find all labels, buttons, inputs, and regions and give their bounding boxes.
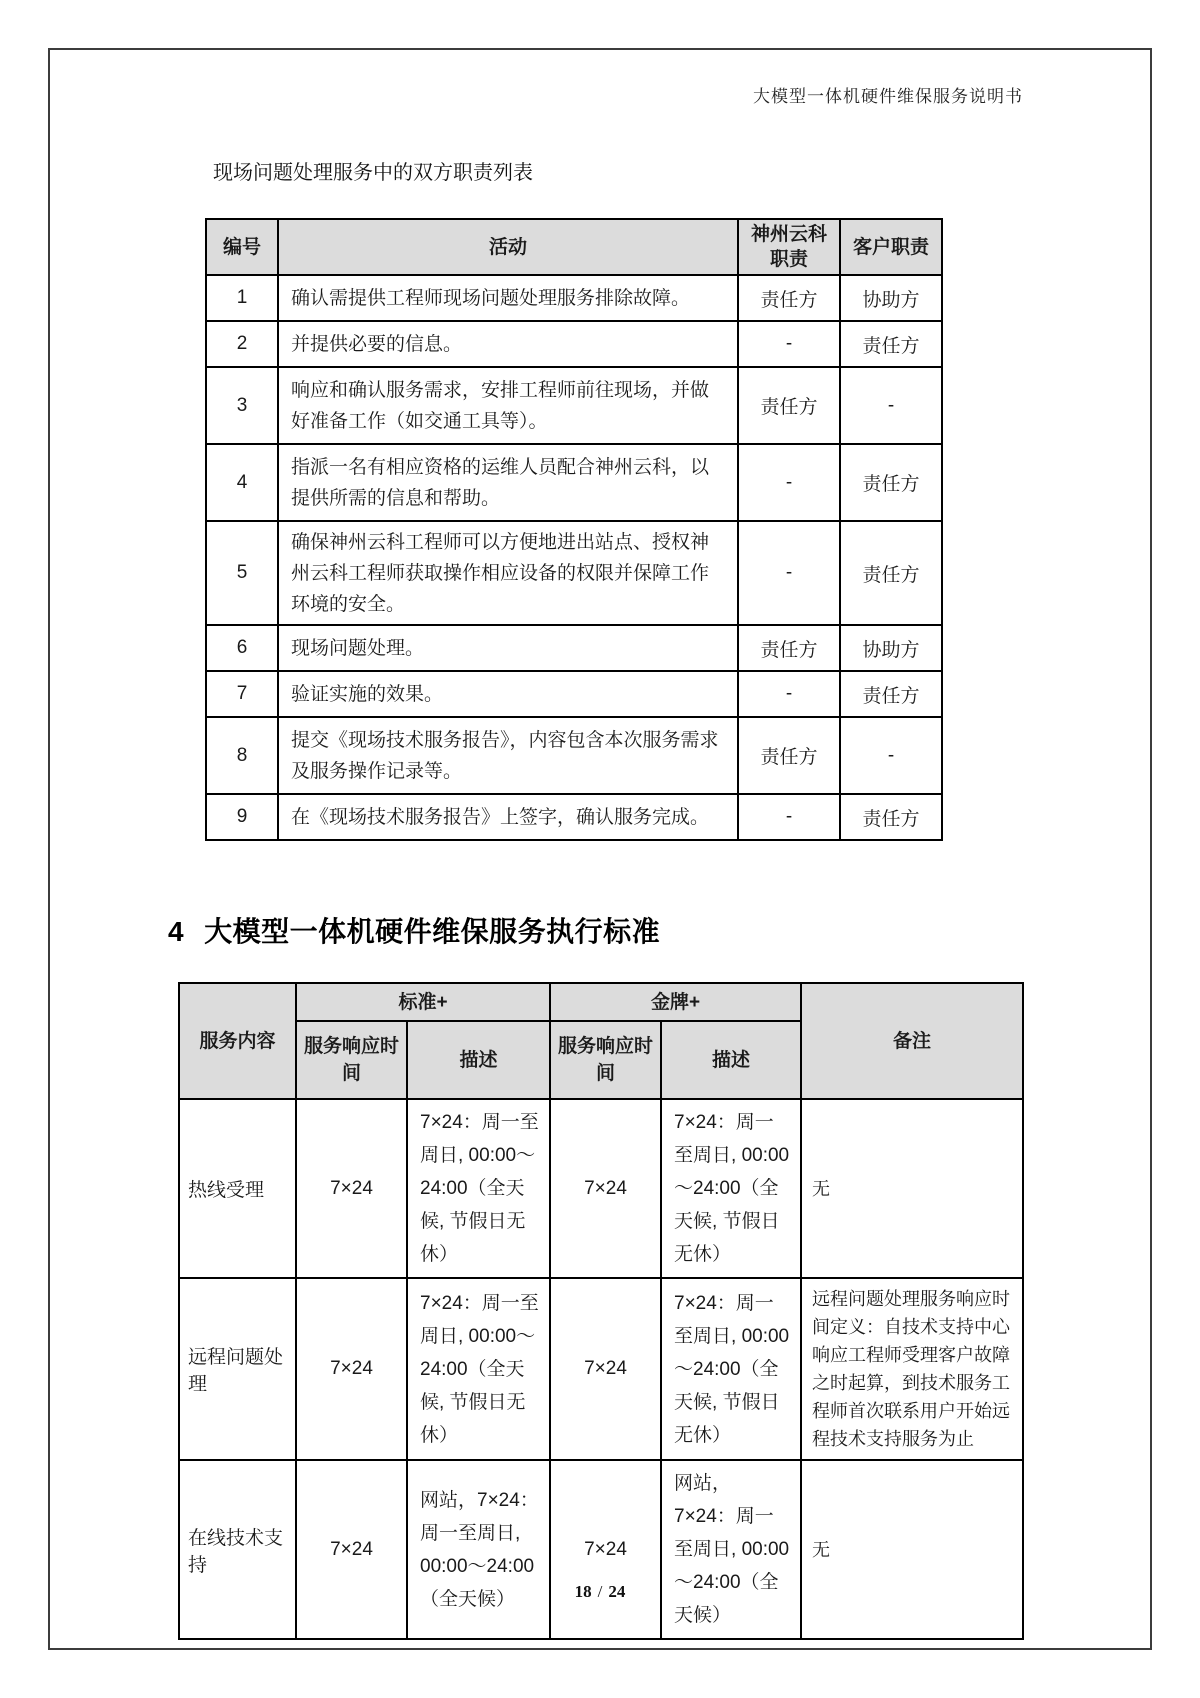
table-row xyxy=(206,367,942,444)
cell-no: 6 xyxy=(206,625,278,671)
cell-activity: 确保神州云科工程师可以方便地进出站点、授权神州云科工程师获取操作相应设备的权限并保障工作环境的安全。 xyxy=(278,521,738,625)
cell-customer-duty: 协助方 xyxy=(840,625,942,671)
section-number: 4 xyxy=(168,916,185,947)
col-header-std-description: 描述 xyxy=(407,1021,550,1099)
cell-customer-duty: 协助方 xyxy=(840,275,942,321)
cell-gold-desc: 7×24：周一至周日, 00:00～24:00（全天候, 节假日无休） xyxy=(661,1278,801,1460)
col-header-customer-duty: 客户职责 xyxy=(840,219,942,275)
cell-no: 1 xyxy=(206,275,278,321)
col-header-service: 服务内容 xyxy=(179,983,296,1099)
cell-dcc-duty: - xyxy=(738,321,840,367)
table-row xyxy=(206,275,942,321)
table-row xyxy=(206,794,942,840)
cell-no: 7 xyxy=(206,671,278,717)
cell-customer-duty: 责任方 xyxy=(840,321,942,367)
table-row xyxy=(206,321,942,367)
cell-dcc-duty: 责任方 xyxy=(738,717,840,794)
col-header-std-response-time: 服务响应时间 xyxy=(296,1021,407,1099)
cell-std-time: 7×24 xyxy=(296,1099,407,1278)
cell-customer-duty: - xyxy=(840,717,942,794)
cell-dcc-duty: - xyxy=(738,671,840,717)
cell-no: 9 xyxy=(206,794,278,840)
cell-activity: 响应和确认服务需求，安排工程师前往现场，并做好准备工作（如交通工具等）。 xyxy=(278,367,738,444)
footer-total-pages: 24 xyxy=(608,1582,626,1601)
cell-service: 热线受理 xyxy=(179,1099,296,1278)
col-header-dcc-duty: 神州云科职责 xyxy=(738,219,840,275)
table-row xyxy=(179,1278,1023,1460)
cell-remark: 无 xyxy=(801,1099,1023,1278)
col-header-gold-response-time: 服务响应时间 xyxy=(550,1021,661,1099)
cell-gold-time: 7×24 xyxy=(550,1099,661,1278)
table-row xyxy=(206,671,942,717)
cell-no: 4 xyxy=(206,444,278,521)
table-row xyxy=(206,717,942,794)
cell-customer-duty: 责任方 xyxy=(840,444,942,521)
cell-no: 2 xyxy=(206,321,278,367)
cell-activity: 确认需提供工程师现场问题处理服务排除故障。 xyxy=(278,275,738,321)
cell-activity: 在《现场技术服务报告》上签字，确认服务完成。 xyxy=(278,794,738,840)
cell-dcc-duty: - xyxy=(738,794,840,840)
cell-remark: 无 xyxy=(801,1460,1023,1639)
footer-separator: / xyxy=(597,1582,603,1601)
cell-dcc-duty: 责任方 xyxy=(738,275,840,321)
cell-std-time: 7×24 xyxy=(296,1460,407,1639)
cell-std-time: 7×24 xyxy=(296,1278,407,1460)
sla-table xyxy=(178,982,1024,1640)
cell-customer-duty: 责任方 xyxy=(840,671,942,717)
footer-page-number: 18 xyxy=(574,1582,592,1601)
cell-customer-duty: 责任方 xyxy=(840,521,942,625)
col-header-gold-plus: 金牌+ xyxy=(550,983,801,1021)
cell-service: 在线技术支持 xyxy=(179,1460,296,1639)
cell-activity: 现场问题处理。 xyxy=(278,625,738,671)
cell-dcc-duty: 责任方 xyxy=(738,367,840,444)
cell-gold-time: 7×24 xyxy=(550,1278,661,1460)
table-header-row xyxy=(206,219,942,275)
page-footer xyxy=(48,1582,1152,1602)
cell-activity: 并提供必要的信息。 xyxy=(278,321,738,367)
col-header-activity: 活动 xyxy=(278,219,738,275)
intro-text: 现场问题处理服务中的双方职责列表 xyxy=(213,162,533,184)
cell-remark: 远程问题处理服务响应时间定义：自技术支持中心响应工程师受理客户故障之时起算，到技术服务工程师首次联系用户开始远程技术支持服务为止 xyxy=(801,1278,1023,1460)
cell-service: 远程问题处理 xyxy=(179,1278,296,1460)
cell-std-desc: 7×24：周一至周日, 00:00～24:00（全天候, 节假日无休） xyxy=(407,1278,550,1460)
table-row xyxy=(206,521,942,625)
cell-std-desc: 网站，7×24：周一至周日, 00:00～24:00（全天候） xyxy=(407,1460,550,1639)
document-header-title: 大模型一体机硬件维保服务说明书 xyxy=(753,87,1023,106)
col-header-no: 编号 xyxy=(206,219,278,275)
cell-dcc-duty: - xyxy=(738,444,840,521)
table-row xyxy=(206,444,942,521)
cell-activity: 验证实施的效果。 xyxy=(278,671,738,717)
cell-no: 3 xyxy=(206,367,278,444)
table-row xyxy=(206,625,942,671)
cell-activity: 提交《现场技术服务报告》，内容包含本次服务需求及服务操作记录等。 xyxy=(278,717,738,794)
cell-no: 8 xyxy=(206,717,278,794)
cell-gold-desc: 7×24：周一至周日, 00:00～24:00（全天候, 节假日无休） xyxy=(661,1099,801,1278)
cell-gold-desc: 网站，7×24：周一至周日, 00:00～24:00（全天候） xyxy=(661,1460,801,1639)
cell-no: 5 xyxy=(206,521,278,625)
cell-dcc-duty: 责任方 xyxy=(738,625,840,671)
col-header-gold-description: 描述 xyxy=(661,1021,801,1099)
cell-gold-time: 7×24 xyxy=(550,1460,661,1639)
cell-dcc-duty: - xyxy=(738,521,840,625)
col-header-standard-plus: 标准+ xyxy=(296,983,550,1021)
section-title: 大模型一体机硬件维保服务执行标准 xyxy=(204,916,661,947)
section-heading xyxy=(168,910,660,950)
table-row xyxy=(179,1460,1023,1639)
cell-activity: 指派一名有相应资格的运维人员配合神州云科，以提供所需的信息和帮助。 xyxy=(278,444,738,521)
col-header-remark: 备注 xyxy=(801,983,1023,1099)
table-row xyxy=(179,1099,1023,1278)
cell-customer-duty: 责任方 xyxy=(840,794,942,840)
table-header-row-tiers xyxy=(179,983,1023,1021)
responsibilities-table xyxy=(205,218,943,841)
cell-customer-duty: - xyxy=(840,367,942,444)
cell-std-desc: 7×24：周一至周日, 00:00～24:00（全天候, 节假日无休） xyxy=(407,1099,550,1278)
